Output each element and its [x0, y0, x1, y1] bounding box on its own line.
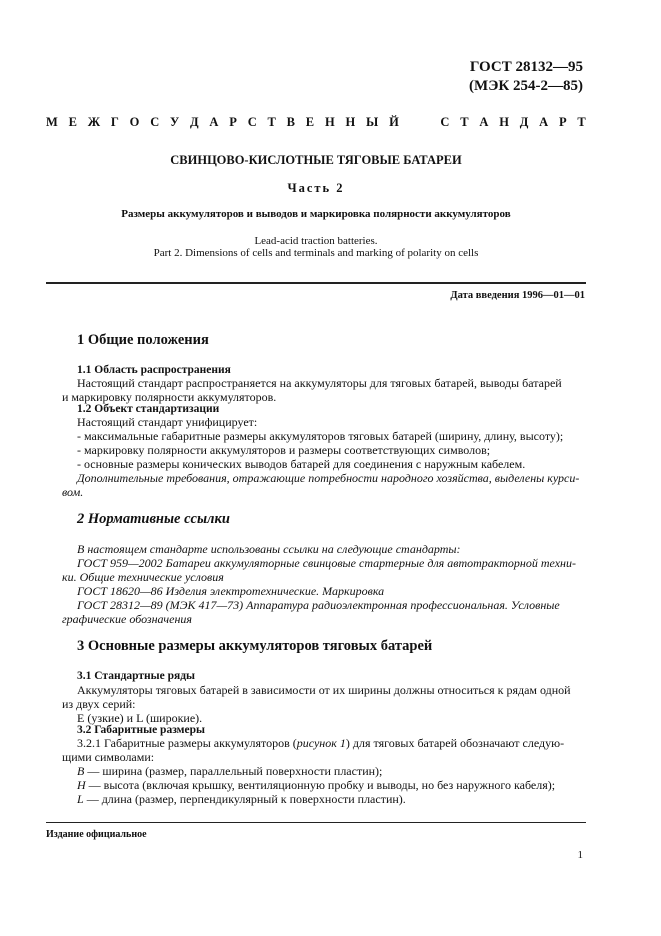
letter: Й	[389, 115, 399, 129]
english-title-line1: Lead-acid traction batteries.	[254, 235, 378, 247]
text-line: E (узкие) и L (широкие).	[77, 711, 203, 725]
section-2-body	[62, 542, 586, 626]
text-line: ГОСТ 28312—89 (МЭК 417—73) Аппаратура радиоэлектронная профессиональная. Условные	[77, 598, 560, 612]
letter: Т	[460, 115, 469, 129]
section-3-1-heading: 3.1 Стандартные ряды	[77, 670, 196, 682]
text-line: вом.	[62, 485, 84, 499]
text-line: графические обозначения	[62, 612, 192, 626]
document-part: Часть 2	[287, 181, 345, 195]
english-title-line2: Part 2. Dimensions of cells and terminals and marking of polarity on cells	[153, 247, 479, 259]
figure-reference: рисунок 1	[296, 736, 346, 750]
symbol-h: H	[77, 778, 86, 792]
document-title: СВИНЦОВО-КИСЛОТНЫЕ ТЯГОВЫЕ БАТАРЕИ	[170, 153, 462, 167]
text-fragment: ) для тяговых батарей обозначают следую-	[345, 736, 565, 750]
text-line: щими символами:	[62, 750, 155, 764]
letter-gap	[410, 115, 430, 130]
introduction-date: Дата введения 1996—01—01	[450, 290, 585, 301]
letter: Е	[305, 115, 315, 129]
text-line: Настоящий стандарт унифицирует:	[77, 415, 258, 429]
section-3-2-body	[62, 736, 586, 806]
iec-number: (МЭК 254-2—85)	[469, 78, 583, 94]
letter: Г	[110, 115, 119, 129]
section-1-1-body	[62, 376, 586, 404]
section-1-heading: 1 Общие положения	[77, 332, 209, 348]
letter: Т	[267, 115, 276, 129]
page-number: 1	[577, 849, 583, 861]
text-fragment: — высота (включая крышку, вентиляционную пробку и выводы, но без наружного кабеля);	[85, 778, 556, 792]
text-line	[62, 764, 586, 778]
letter: А	[209, 115, 219, 129]
document-subtitle: Размеры аккумуляторов и выводов и маркировка полярности аккумуляторов	[121, 208, 511, 220]
gost-number-block	[469, 58, 583, 96]
text-line	[62, 778, 586, 792]
letter: М	[46, 115, 58, 129]
symbol-b: B	[77, 764, 85, 778]
letter: Ж	[87, 115, 101, 129]
section-3-2-heading: 3.2 Габаритные размеры	[77, 724, 205, 736]
text-line: ГОСТ 959—2002 Батареи аккумуляторные свинцовые стартерные для автотракторной техни-	[77, 556, 576, 570]
letter: Н	[499, 115, 509, 129]
letter: Н	[324, 115, 335, 129]
text-line: из двух серий:	[62, 697, 136, 711]
letter: С	[440, 115, 450, 129]
letter: Ы	[366, 115, 379, 129]
text-line: ки. Общие технические условия	[62, 570, 224, 584]
text-fragment: — длина (размер, перпендикулярный к поверхности пластин).	[83, 792, 406, 806]
text-fragment: 3.2.1 Габаритные размеры аккумуляторов (	[77, 736, 297, 750]
section-1-2-body	[62, 415, 586, 499]
section-1-1-heading: 1.1 Область распространения	[77, 364, 231, 376]
letter: А	[539, 115, 549, 129]
text-line	[62, 736, 586, 750]
section-3-1-body	[62, 683, 586, 725]
interstate-standard-label	[46, 115, 586, 130]
text-line: и маркировку полярности аккумуляторов.	[62, 390, 277, 404]
letter: С	[247, 115, 257, 129]
symbol-l: L	[77, 792, 84, 806]
letter: С	[150, 115, 160, 129]
text-line: - основные размеры конических выводов батарей для соединения с наружным кабелем.	[77, 457, 526, 471]
letter: У	[170, 115, 180, 129]
section-2-heading: 2 Нормативные ссылки	[77, 511, 230, 527]
text-line: - маркировку полярности аккумуляторов и размеры соответствующих символов;	[77, 443, 491, 457]
text-line: Дополнительные требования, отражающие потребности народного хозяйства, выделены курси-	[77, 471, 580, 485]
text-line: Настоящий стандарт распространяется на аккумуляторы для тяговых батарей, выводы батарей	[77, 376, 562, 390]
letter: А	[479, 115, 489, 129]
divider	[46, 282, 586, 284]
section-1-2-heading: 1.2 Объект стандартизации	[77, 403, 220, 415]
text-fragment: — ширина (размер, параллельный поверхности пластин);	[84, 764, 383, 778]
letter: Р	[229, 115, 237, 129]
letter: Н	[345, 115, 356, 129]
gost-number: ГОСТ 28132—95	[469, 59, 583, 75]
footer-divider	[46, 822, 586, 823]
text-line: ГОСТ 18620—86 Изделия электротехнические. Маркировка	[77, 584, 385, 598]
section-3-heading: 3 Основные размеры аккумуляторов тяговых батарей	[77, 638, 433, 654]
letter: Д	[190, 115, 199, 129]
text-line: В настоящем стандарте использованы ссылки на следующие стандарты:	[77, 542, 461, 556]
letter: В	[286, 115, 295, 129]
letter: О	[129, 115, 140, 129]
letter: Е	[68, 115, 77, 129]
letter: Д	[519, 115, 529, 129]
text-line: - максимальные габаритные размеры аккумуляторов тяговых батарей (ширину, длину, высоту);	[77, 429, 564, 443]
text-line: Аккумуляторы тяговых батарей в зависимости от их ширины должны относиться к рядам одной	[77, 683, 571, 697]
letter: Т	[577, 115, 586, 129]
edition-label: Издание официальное	[46, 829, 147, 840]
text-line	[62, 792, 586, 806]
letter: Р	[558, 115, 567, 129]
